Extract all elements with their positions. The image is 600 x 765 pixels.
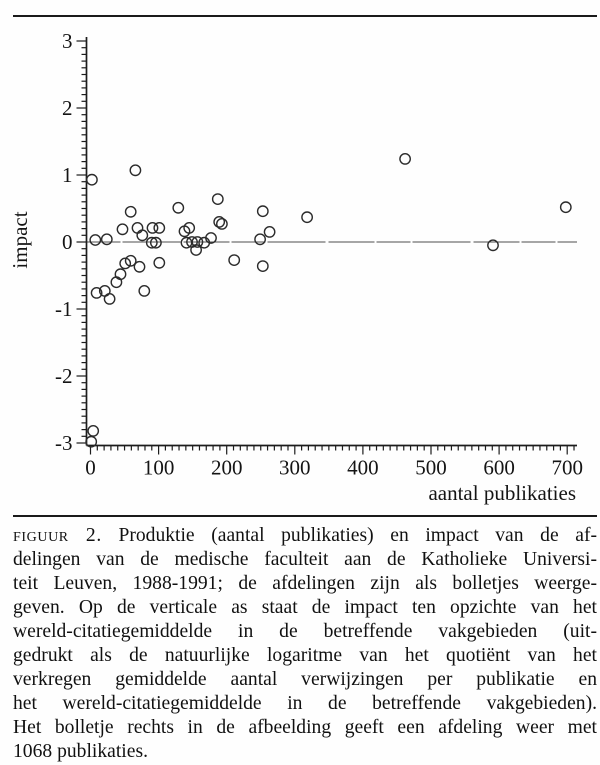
x-axis-title: aantal publikaties [428,481,576,505]
data-point [139,286,149,296]
data-point [87,175,97,185]
caption-line: wereld-citatiegemiddelde in de betreffende vakgebieden (uit- [13,621,597,642]
y-tick-label: 2 [62,96,73,120]
data-point [117,224,127,234]
x-tick-label: 0 [85,455,96,480]
data-point [217,219,227,229]
caption-line: geven. Op de verticale as staat de impact ten opzichte van het [13,597,597,618]
data-point [154,223,164,233]
x-tick-label: 500 [415,455,447,480]
data-point [229,255,239,265]
caption-line: verkregen gemiddelde aantal verwijzingen per publikatie en [13,669,597,690]
data-point [258,206,268,216]
caption-line: teit Leuven, 1988-1991; de afdelingen zijn als bolletjes weerge- [13,573,597,594]
data-point [137,230,147,240]
data-point [400,154,410,164]
x-tick-label: 400 [347,455,379,480]
caption-line: Het bolletje rechts in de afbeelding geeft een afdeling weer met [13,717,597,738]
y-tick-label: -1 [55,297,73,321]
data-point [561,202,571,212]
data-point [255,234,265,244]
caption-text: Produktie (aantal publikaties) en impact van de af- [118,525,597,546]
caption-divider [13,515,597,517]
caption-line: het wereld-citatiegemiddelde in de betreffende vakgebieden). [13,693,597,714]
y-tick-label: 3 [62,29,73,53]
y-tick-label: 0 [62,230,73,254]
data-point [302,212,312,222]
caption-line [13,524,597,548]
figure-label: figuur 2. [13,525,102,546]
x-tick-label: 100 [142,455,175,480]
data-point [173,203,183,213]
x-tick-label: 300 [279,455,311,480]
y-tick-label: -3 [55,431,73,455]
data-point [90,235,100,245]
caption-line: gedrukt als de natuurlijke logaritme van het quotiënt van het [13,645,597,666]
data-point [154,258,164,268]
data-point [258,261,268,271]
data-point [264,227,274,237]
data-point [213,194,223,204]
figure-caption [13,524,597,764]
y-tick-label: -2 [55,364,73,388]
x-tick-label: 200 [210,455,243,480]
data-point [104,294,114,304]
y-tick-label: 1 [62,163,73,187]
data-point [130,165,140,175]
data-point [126,207,136,217]
data-point [102,234,112,244]
data-point [134,262,144,272]
x-tick-label: 600 [483,455,515,480]
data-point [115,269,125,279]
x-tick-label: 700 [551,455,583,480]
caption-line: delingen van de medische faculteit aan de Katholieke Universi- [13,549,597,570]
data-point [132,223,142,233]
data-point [88,426,98,436]
caption-line: 1068 publikaties. [13,741,148,762]
y-axis-title: impact [8,211,32,269]
data-point [111,277,121,287]
